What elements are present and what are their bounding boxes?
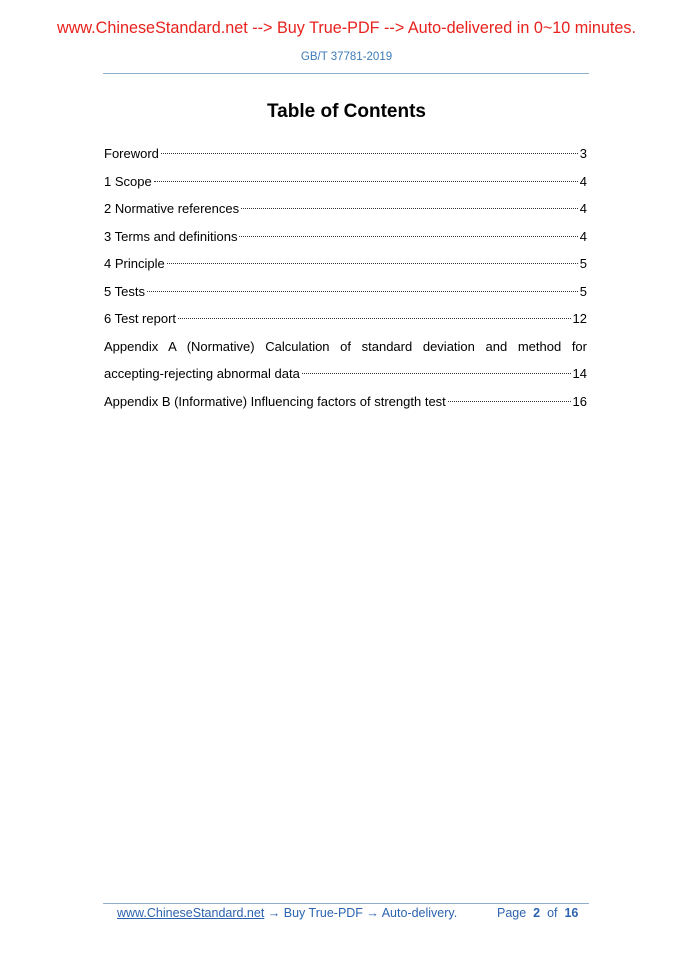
toc-leader-dots	[161, 153, 578, 154]
standard-code: GB/T 37781-2019	[300, 51, 393, 63]
toc-entry-tests[interactable]	[104, 282, 587, 310]
toc-entry-page: 4	[579, 201, 587, 216]
toc-entry-page: 16	[572, 393, 587, 409]
total-pages-number: 16	[564, 906, 579, 920]
toc-entry-title: 6 Test report	[104, 311, 177, 326]
toc-entry-foreword[interactable]	[104, 144, 587, 172]
footer-divider	[103, 903, 589, 904]
toc-entry-appendix-a-line1[interactable]: Appendix A (Normative) Calculation of standard deviation and method for	[104, 338, 587, 354]
toc-title: Table of Contents	[266, 101, 427, 122]
toc-entry-page: 4	[579, 228, 587, 244]
toc-entry-page: 14	[572, 366, 587, 381]
toc-entry-title: 4 Principle	[104, 256, 165, 271]
toc-list	[104, 144, 587, 419]
toc-leader-dots	[178, 318, 571, 319]
toc-entry-title: accepting-rejecting abnormal data	[104, 366, 300, 381]
toc-entry-title: 1 Scope	[104, 173, 152, 189]
page-indicator	[497, 906, 578, 920]
toc-leader-dots	[154, 181, 578, 182]
toc-entry-title: 5 Tests	[104, 283, 145, 299]
toc-entry-page: 4	[579, 173, 587, 189]
toc-entry-page: 3	[579, 146, 587, 161]
toc-entry-appendix-a[interactable]	[104, 364, 587, 392]
toc-entry-test-report[interactable]	[104, 309, 587, 337]
toc-leader-dots	[302, 373, 571, 374]
footer-promo	[117, 906, 457, 920]
toc-leader-dots	[239, 236, 577, 237]
toc-entry-page: 5	[579, 283, 587, 299]
toc-entry-page: 12	[572, 311, 587, 326]
page-label: Page	[497, 906, 527, 920]
toc-entry-title: Appendix B (Informative) Influencing factors of strength test	[104, 393, 446, 409]
toc-entry-page: 5	[579, 256, 587, 271]
toc-entry-title: 3 Terms and definitions	[104, 228, 238, 244]
current-page-number: 2	[533, 906, 541, 920]
header-banner[interactable]: www.ChineseStandard.net --> Buy True-PDF --> Auto-delivered in 0~10 minutes.	[57, 19, 636, 37]
toc-entry-normative-references[interactable]	[104, 199, 587, 227]
toc-leader-dots	[448, 401, 571, 402]
header-divider	[103, 73, 589, 74]
toc-entry-terms-and-definitions[interactable]	[104, 227, 587, 255]
footer-site-link[interactable]: www.ChineseStandard.net	[117, 906, 265, 920]
footer-promo-text: → Buy True-PDF → Auto-delivery.	[264, 906, 458, 920]
toc-entry-title: 2 Normative references	[104, 201, 240, 216]
toc-leader-dots	[241, 208, 578, 209]
toc-entry-principle[interactable]	[104, 254, 587, 282]
toc-leader-dots	[147, 291, 578, 292]
of-label: of	[547, 906, 558, 920]
toc-entry-scope[interactable]	[104, 172, 587, 200]
toc-leader-dots	[167, 263, 578, 264]
toc-entry-title: Foreword	[104, 146, 159, 161]
toc-entry-appendix-b[interactable]	[104, 392, 587, 420]
